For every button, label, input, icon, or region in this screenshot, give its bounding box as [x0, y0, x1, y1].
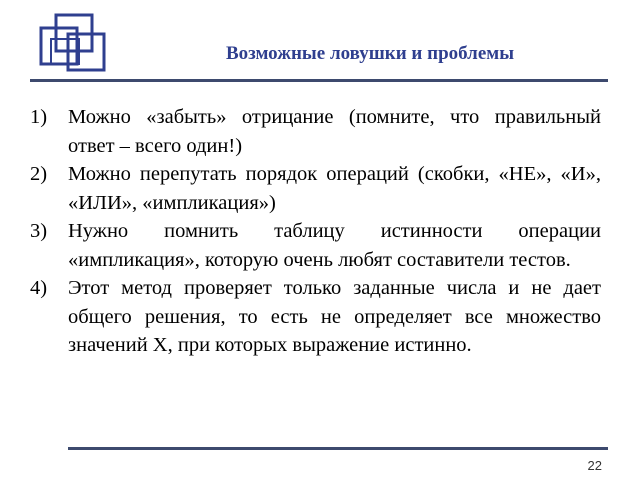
item-number: 2)	[30, 163, 48, 185]
item-text	[68, 274, 601, 360]
item-number: 1)	[30, 106, 48, 128]
title-divider	[30, 79, 608, 82]
footer-divider	[68, 447, 608, 450]
variable-x: X	[152, 334, 168, 356]
item-number: 3)	[30, 220, 48, 242]
overlapping-squares-logo-icon	[38, 12, 110, 72]
page-number: 22	[587, 458, 602, 473]
item-text: Нужно помнить таблицу истинности операции «импликация», которую очень любят составители тестов.	[68, 220, 601, 271]
slide-title: Возможные ловушки и проблемы	[225, 43, 515, 64]
item-text: Можно перепутать порядок операций (скобки, «НЕ», «И», «ИЛИ», «импликация»)	[68, 163, 601, 214]
problems-list	[0, 103, 640, 360]
item-text: Можно «забыть» отрицание (помните, что правильный ответ – всего один!)	[68, 106, 601, 157]
list-item	[0, 103, 640, 160]
list-item	[0, 274, 640, 360]
item-number: 4)	[30, 277, 48, 299]
list-item	[0, 217, 640, 274]
list-item	[0, 160, 640, 217]
item-text-after: , при которых выражение истинно.	[167, 334, 472, 356]
item-text-before: Этот метод проверяет только заданные числа и не дает общего решения, то есть не определяет все множество значений	[68, 277, 601, 356]
